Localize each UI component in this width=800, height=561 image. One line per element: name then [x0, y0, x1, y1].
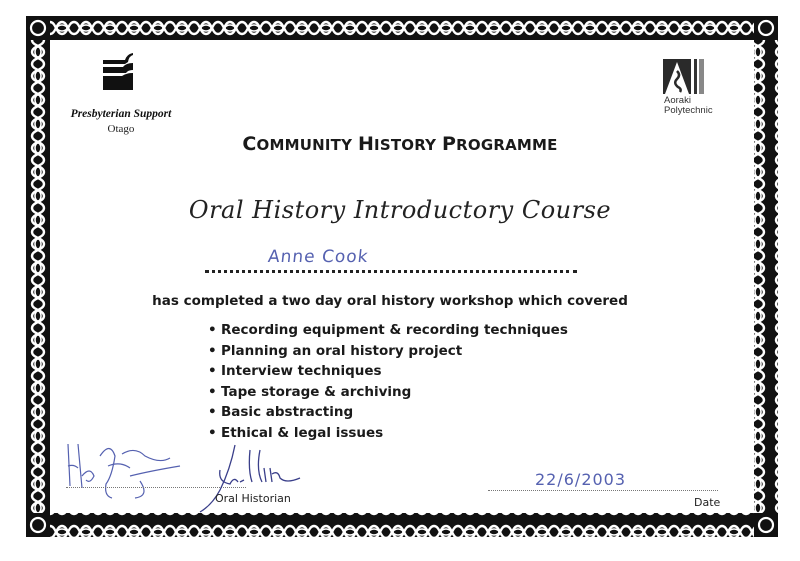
programme-title-rest: ISTORY	[374, 136, 437, 154]
topic-label: Basic abstracting	[221, 404, 354, 420]
topic-item	[208, 341, 568, 362]
topic-item	[208, 361, 568, 382]
recipient-name-line	[205, 270, 577, 273]
bullet-icon: •	[208, 342, 217, 359]
aoraki-polytechnic-name	[664, 96, 713, 116]
oral-historian-label: Oral Historian	[215, 492, 291, 505]
date-line	[488, 490, 718, 491]
programme-title-rest: OMMUNITY	[256, 136, 353, 154]
aoraki-name-line1: Aoraki	[664, 95, 691, 106]
topic-label: Recording equipment & recording techniques	[221, 322, 568, 338]
programme-title-initial: H	[357, 133, 375, 155]
topic-label: Planning an oral history project	[221, 342, 463, 359]
bullet-icon: •	[208, 322, 217, 338]
aoraki-polytechnic-logo-icon	[663, 59, 705, 94]
topic-item	[208, 402, 568, 423]
programme-title-initial: P	[442, 133, 457, 155]
date-value: 22/6/2003	[535, 470, 627, 489]
bullet-icon: •	[208, 363, 217, 379]
topic-item	[208, 320, 568, 341]
programme-title-initial: C	[242, 133, 257, 155]
topics-list	[208, 320, 568, 443]
presbyterian-support-name: Presbyterian Support	[70, 108, 172, 120]
bullet-icon: •	[208, 404, 217, 420]
aoraki-name-line2: Polytechnic	[664, 105, 713, 116]
topic-label: Interview techniques	[221, 363, 382, 379]
presbyterian-support-logo-icon	[103, 52, 135, 90]
programme-title-rest: ROGRAMME	[456, 136, 558, 154]
topic-label: Ethical & legal issues	[221, 424, 384, 441]
bullet-icon: •	[208, 424, 217, 441]
date-label: Date	[694, 496, 721, 509]
programme-title	[0, 133, 800, 155]
topic-item	[208, 382, 568, 403]
handwritten-signature-left	[60, 436, 190, 506]
bullet-icon: •	[208, 383, 217, 400]
course-title: Oral History Introductory Course	[188, 196, 612, 224]
recipient-name: Anne Cook	[266, 247, 370, 267]
presbyterian-support-region: Otago	[107, 123, 135, 135]
completion-statement: has completed a two day oral history workshop which covered	[152, 293, 628, 309]
topic-label: Tape storage & archiving	[221, 383, 412, 400]
